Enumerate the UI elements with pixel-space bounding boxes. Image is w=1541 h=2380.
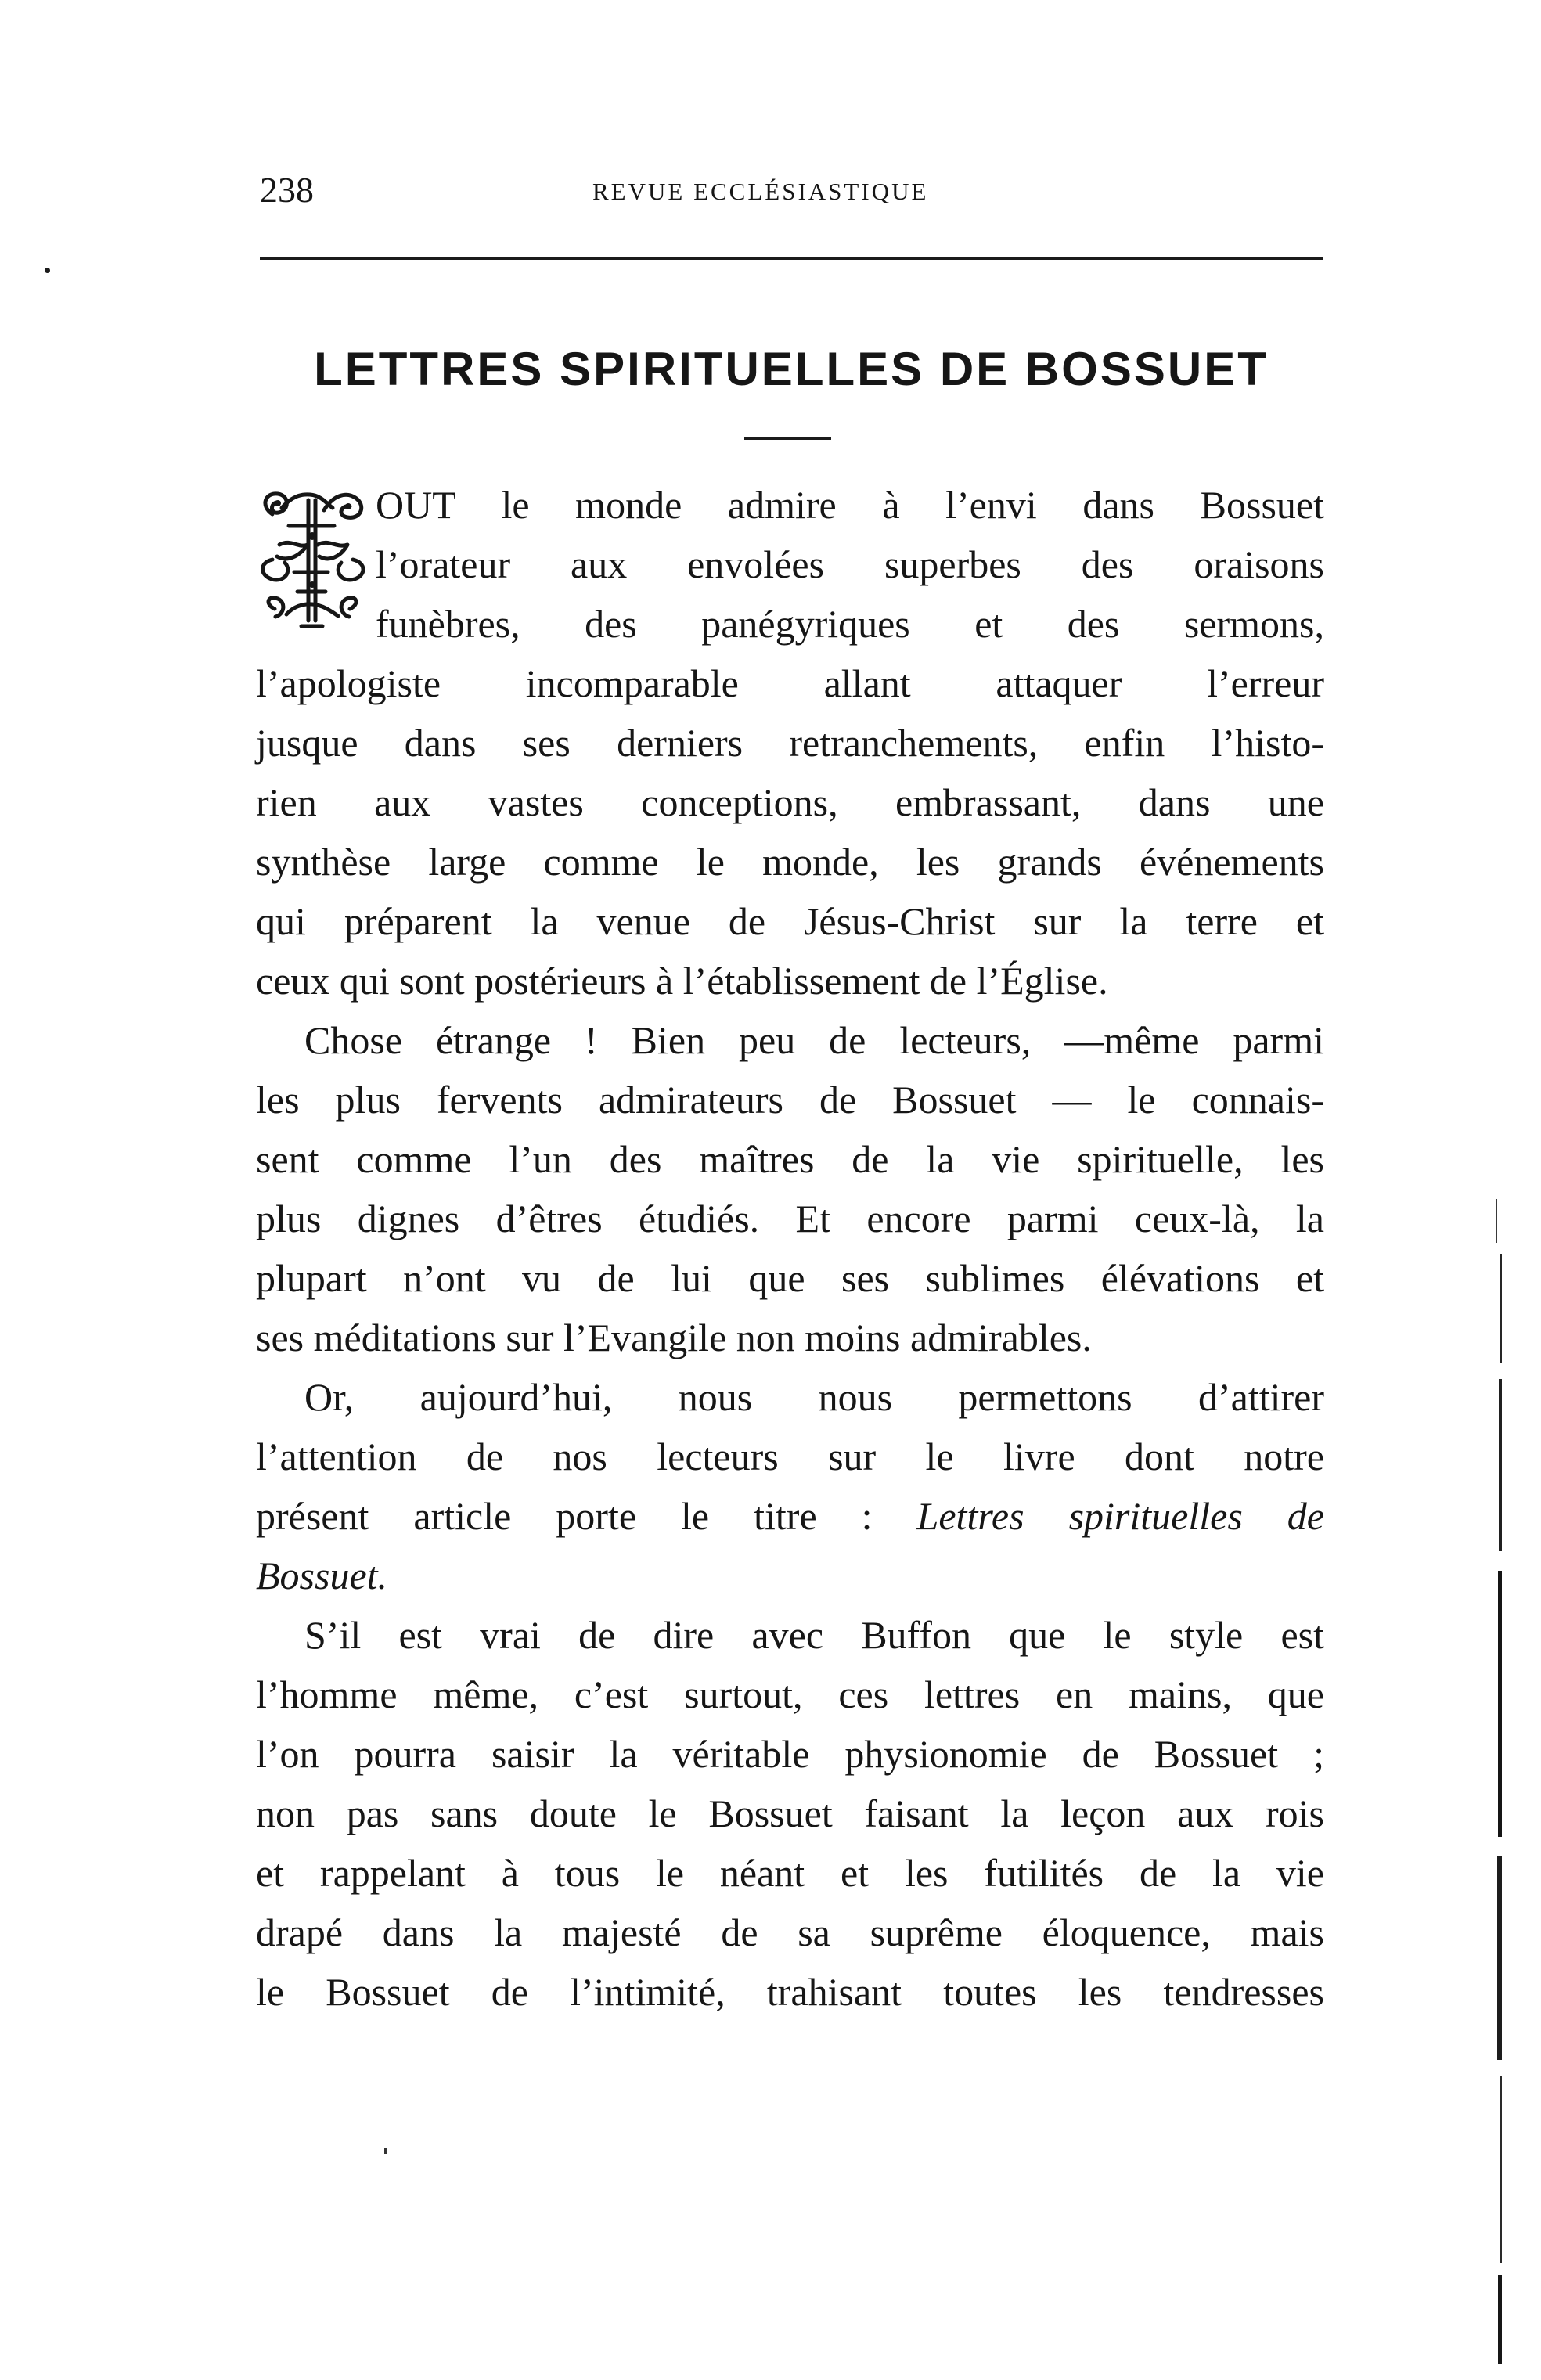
header-rule: [260, 257, 1323, 260]
stray-print-mark: [384, 2148, 387, 2154]
text-line: Chose étrange ! Bien peu de lecteurs, —même parmi: [304, 1018, 1324, 1062]
text-line: ceux qui sont postérieurs à l’établissement de l’Église.: [256, 959, 1108, 1003]
text-line: ses méditations sur l’Evangile non moins admirables.: [256, 1316, 1092, 1359]
cited-book-title-end: Bossuet.: [256, 1554, 388, 1597]
text-line: S’il est vrai de dire avec Buffon que le style est: [304, 1613, 1324, 1657]
text-line: [256, 1486, 1324, 1546]
text-line: l’on pourra saisir la véritable physionomie de Bossuet ;: [256, 1732, 1324, 1776]
text-line: synthèse large comme le monde, les grands événements: [256, 840, 1324, 884]
text-line: l’attention de nos lecteurs sur le livre dont notre: [256, 1435, 1324, 1478]
article-body: [256, 475, 1324, 2022]
cited-book-title: Lettres spirituelles de: [916, 1494, 1324, 1538]
text-line: les plus fervents admirateurs de Bossuet — le connais-: [256, 1078, 1324, 1122]
page-number: 238: [260, 170, 314, 210]
text-line: drapé dans la majesté de sa suprême éloquence, mais: [256, 1910, 1324, 1954]
text-line: le Bossuet de l’intimité, trahisant toutes les tendresses: [256, 1970, 1324, 2014]
text-line: funèbres, des panégyriques et des sermons,: [376, 602, 1324, 646]
scanned-page-edge: [1496, 1199, 1504, 2364]
text-line: rien aux vastes conceptions, embrassant, dans une: [256, 780, 1324, 824]
text-line: l’homme même, c’est surtout, ces lettres en mains, que: [256, 1672, 1324, 1716]
text-line: non pas sans doute le Bossuet faisant la leçon aux rois: [256, 1791, 1324, 1835]
text-line: OUT le monde admire à l’envi dans Bossuet: [376, 483, 1324, 527]
text-line: l’orateur aux envolées superbes des oraisons: [376, 542, 1324, 586]
text-line: et rappelant à tous le néant et les futilités de la vie: [256, 1851, 1324, 1895]
text-line: plupart n’ont vu de lui que ses sublimes élévations et: [256, 1256, 1324, 1300]
article-title: LETTRES SPIRITUELLES DE BOSSUET: [314, 343, 1269, 395]
text-line: jusque dans ses derniers retranchements, enfin l’histo-: [256, 721, 1324, 765]
stray-print-mark: [45, 268, 50, 273]
text-line: Or, aujourd’hui, nous nous permettons d’attirer: [304, 1375, 1324, 1419]
page-header: [260, 168, 1323, 223]
line-text: présent article porte le titre :: [256, 1494, 917, 1538]
text-line: plus dignes d’êtres étudiés. Et encore parmi ceux-là, la: [256, 1197, 1324, 1240]
running-head: REVUE ECCLÉSIASTIQUE: [592, 178, 929, 205]
text-line: sent comme l’un des maîtres de la vie spirituelle, les: [256, 1137, 1324, 1181]
text-line: qui préparent la venue de Jésus-Christ sur la terre et: [256, 899, 1324, 943]
title-rule: [744, 437, 831, 440]
text-line: l’apologiste incomparable allant attaquer l’erreur: [256, 661, 1324, 705]
